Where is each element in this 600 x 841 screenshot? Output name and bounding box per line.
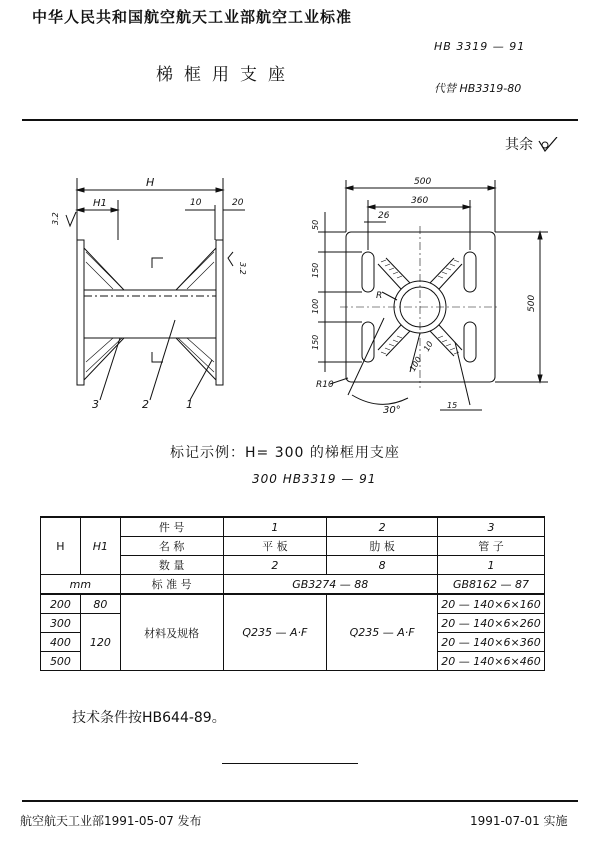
dim-100: 100 — [311, 298, 320, 314]
label-part-no: 件 号 — [120, 517, 223, 537]
technical-drawing — [0, 130, 600, 435]
dim-100-diag: 100 — [407, 355, 424, 373]
row-H: 300 — [41, 614, 81, 633]
rough-left: 3.2 — [51, 212, 60, 225]
callout-2: 2 — [142, 398, 149, 411]
part-2-no: 2 — [327, 517, 438, 537]
dim-50: 50 — [311, 219, 320, 230]
document-title: 梯框用支座 — [156, 65, 296, 85]
row-H: 500 — [41, 652, 81, 671]
unit-mm: mm — [41, 575, 121, 595]
dim-150-lower: 150 — [311, 334, 320, 350]
marking-example-code: 300 HB3319 — 91 — [252, 472, 377, 486]
part-1-no: 1 — [223, 517, 327, 537]
marking-example-label: 标记示例：H= 300 的梯框用支座 — [170, 445, 400, 461]
dim-H1: H1 — [93, 198, 107, 209]
part-3-qty: 1 — [438, 556, 545, 575]
row-H: 200 — [41, 594, 81, 614]
org-title: 中华人民共和国航空航天工业部航空工业标准 — [32, 8, 353, 26]
std-tube: GB8162 — 87 — [438, 575, 545, 595]
material-part-2: Q235 — A·F — [327, 594, 438, 671]
replaces-note: 代替 HB3319-80 — [434, 82, 522, 95]
footer-rule — [22, 800, 578, 802]
implemented-date: 1991-07-01 实施 — [470, 814, 568, 828]
technical-conditions-note: 技术条件按HB644-89。 — [72, 710, 226, 726]
dim-500-right: 500 — [527, 294, 537, 312]
tube-spec: 20 — 140×6×360 — [438, 633, 545, 652]
dim-10-diag: 10 — [421, 339, 435, 353]
standard-number: HB 3319 — 91 — [434, 40, 526, 53]
part-2-qty: 8 — [327, 556, 438, 575]
dim-15: 15 — [447, 401, 458, 410]
tube-spec: 20 — 140×6×160 — [438, 594, 545, 614]
dim-26: 26 — [378, 211, 390, 221]
label-name: 名 称 — [120, 537, 223, 556]
row-H1: 80 — [80, 594, 120, 614]
tube-spec: 20 — 140×6×460 — [438, 652, 545, 671]
part-3-no: 3 — [438, 517, 545, 537]
dim-20: 20 — [232, 198, 244, 208]
col-H: H — [41, 517, 81, 575]
rough-right: 3.2 — [238, 262, 247, 275]
callout-1: 1 — [186, 398, 193, 411]
label-qty: 数 量 — [120, 556, 223, 575]
dim-500-top: 500 — [414, 177, 432, 187]
label-R10: R10 — [316, 380, 334, 390]
issued-date: 航空航天工业部1991-05-07 发布 — [20, 814, 202, 828]
dim-10: 10 — [190, 198, 202, 208]
col-H1: H1 — [80, 517, 120, 575]
std-plates: GB3274 — 88 — [223, 575, 438, 595]
callout-3: 3 — [92, 398, 99, 411]
label-material: 材料及规格 — [120, 594, 223, 671]
spec-table — [40, 516, 545, 671]
part-3-name: 管 子 — [438, 537, 545, 556]
header-rule — [22, 119, 578, 121]
roughness-label: 其余 — [505, 137, 533, 153]
top-view — [311, 177, 548, 416]
material-part-1: Q235 — A·F — [223, 594, 327, 671]
dim-360: 360 — [411, 196, 429, 206]
dim-30deg: 30° — [383, 405, 401, 416]
end-rule — [222, 763, 358, 764]
tube-spec: 20 — 140×6×260 — [438, 614, 545, 633]
dim-H: H — [146, 176, 155, 189]
side-view — [51, 176, 247, 411]
label-standard: 标 准 号 — [120, 575, 223, 595]
row-H1: 120 — [80, 614, 120, 671]
row-H: 400 — [41, 633, 81, 652]
dim-150-upper: 150 — [311, 262, 320, 278]
part-2-name: 肋 板 — [327, 537, 438, 556]
part-1-qty: 2 — [223, 556, 327, 575]
part-1-name: 平 板 — [223, 537, 327, 556]
label-R: R — [376, 291, 383, 301]
